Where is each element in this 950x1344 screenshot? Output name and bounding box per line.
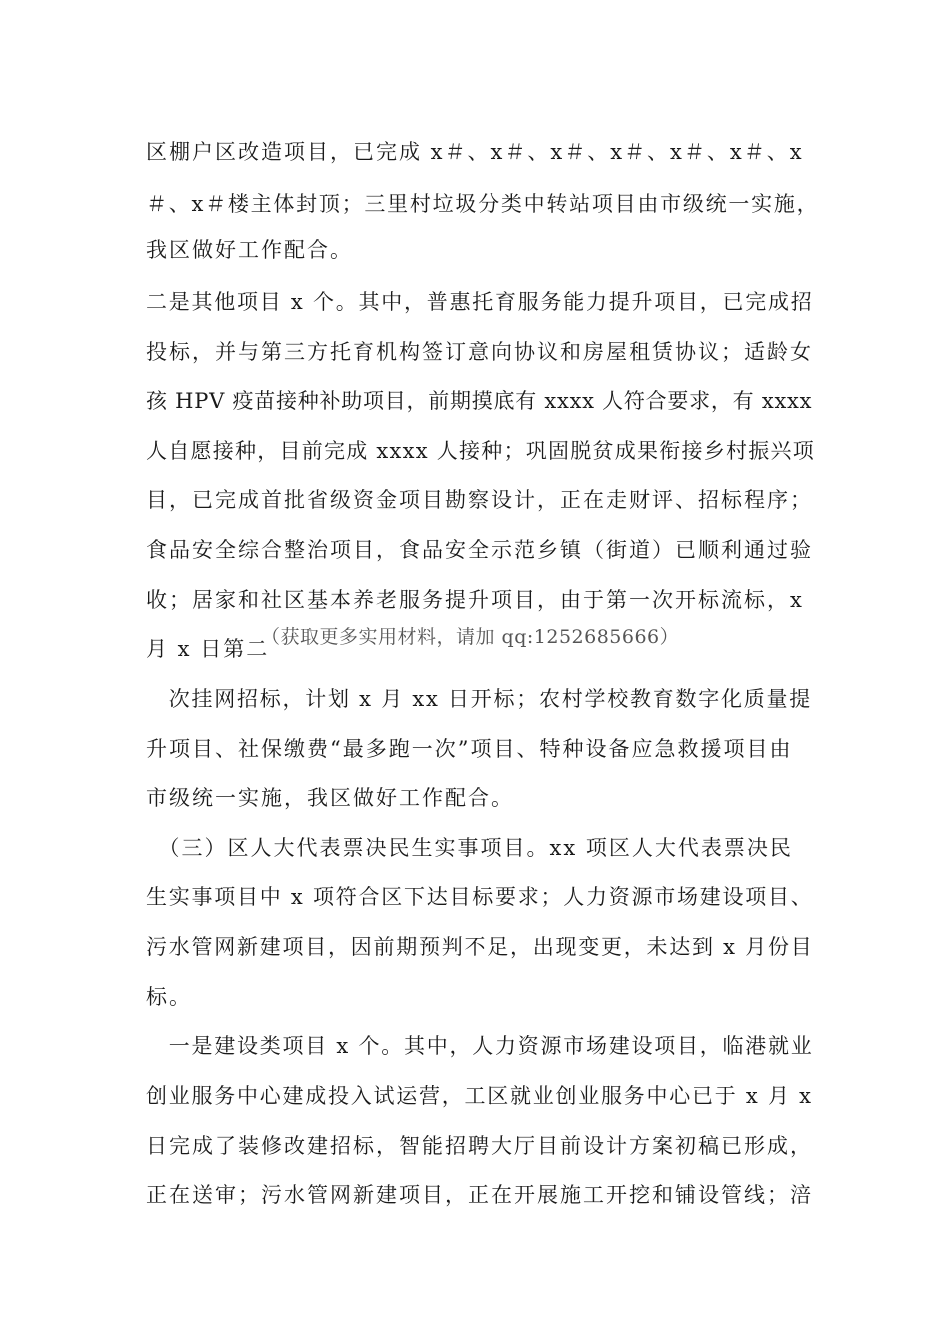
text-line: 标。 (146, 985, 192, 1009)
text-line: 月 x 日第二 (146, 637, 270, 661)
text-line: 一是建设类项目 x 个。其中，人力资源市场建设项目，临港就业 (146, 1034, 814, 1058)
text-line: 我区做好工作配合。 (146, 238, 353, 262)
text-line: （三）区人大代表票决民生实事项目。xx 项区人大代表票决民 (146, 836, 793, 860)
text-line: 生实事项目中 x 项符合区下达目标要求；人力资源市场建设项目、 (146, 885, 814, 909)
text-line: 市级统一实施，我区做好工作配合。 (146, 786, 514, 810)
text-line: 食品安全综合整治项目，食品安全示范乡镇（街道）已顺利通过验 (146, 538, 813, 562)
text-line: 日完成了装修改建招标，智能招聘大厅目前设计方案初稿已形成， (146, 1134, 813, 1158)
watermark-text: （获取更多实用材料，请加 qq:1252685666） (261, 626, 680, 648)
text-line: 孩 HPV 疫苗接种补助项目，前期摸底有 xxxx 人符合要求，有 xxxx (146, 389, 813, 413)
text-line: 创业服务中心建成投入试运营，工区就业创业服务中心已于 x 月 x (146, 1084, 813, 1108)
text-line: ＃、x＃楼主体封顶；三里村垃圾分类中转站项目由市级统一实施， (146, 192, 820, 216)
text-line: 升项目、社保缴费“最多跑一次”项目、特种设备应急救援项目由 (146, 737, 793, 761)
text-line: 次挂网招标，计划 x 月 xx 日开标；农村学校教育数字化质量提 (146, 687, 812, 711)
text-line: 目，已完成首批省级资金项目勘察设计，正在走财评、招标程序； (146, 488, 813, 512)
text-line: 收；居家和社区基本养老服务提升项目，由于第一次开标流标，x (146, 588, 804, 612)
text-line: 二是其他项目 x 个。其中，普惠托育服务能力提升项目，已完成招 (146, 290, 814, 314)
text-line: 正在送审；污水管网新建项目，正在开展施工开挖和铺设管线；涪 (146, 1183, 813, 1207)
text-line: 人自愿接种，目前完成 xxxx 人接种；巩固脱贫成果衔接乡村振兴项 (146, 439, 815, 463)
text-line: 污水管网新建项目，因前期预判不足，出现变更，未达到 x 月份目 (146, 935, 814, 959)
text-line: 投标，并与第三方托育机构签订意向协议和房屋租赁协议；适龄女 (146, 340, 813, 364)
text-line: 区棚户区改造项目，已完成 x＃、x＃、x＃、x＃、x＃、x＃、x (146, 140, 804, 164)
